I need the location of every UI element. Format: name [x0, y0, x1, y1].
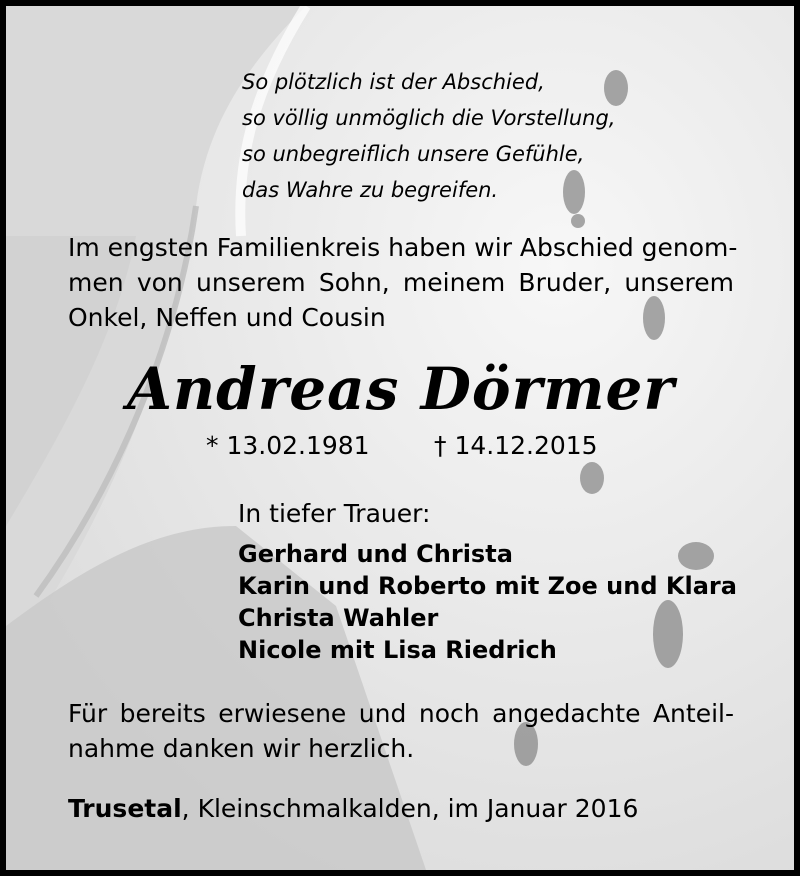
- mourner-name: Karin und Roberto mit Zoe und Klara: [238, 572, 737, 600]
- thanks-paragraph: [68, 696, 734, 766]
- mourner-name: Christa Wahler: [238, 604, 439, 632]
- birth-date: * 13.02.1981: [206, 431, 370, 460]
- mourning-label: In tiefer Trauer:: [238, 499, 431, 528]
- place-town: Trusetal: [68, 794, 182, 823]
- poem-line: So plötzlich ist der Abschied,: [242, 70, 545, 94]
- place-and-date: [68, 792, 638, 826]
- thanks-line: nahme danken wir herzlich.: [68, 734, 415, 763]
- mourner-name: Gerhard und Christa: [238, 540, 513, 568]
- place-rest: , Kleinschmalkalden, im Januar 2016: [181, 794, 639, 823]
- mourners-list: [238, 538, 737, 666]
- deceased-name: Andreas Dörmer: [127, 355, 675, 423]
- poem: [242, 64, 615, 208]
- poem-line: so völlig unmöglich die Vorstellung,: [242, 106, 616, 130]
- intro-line: Onkel, Neffen und Cousin: [68, 303, 386, 332]
- intro-line: Im engsten Familienkreis haben wir Abschied genom-: [68, 233, 738, 262]
- death-date: † 14.12.2015: [434, 431, 598, 460]
- poem-line: so unbegreiflich unsere Gefühle,: [242, 142, 585, 166]
- intro-line: men von unserem Sohn, meinem Bruder, unserem: [68, 268, 734, 297]
- intro-paragraph: [68, 230, 738, 335]
- thanks-line: Für bereits erwiesene und noch angedachte Anteil-: [68, 699, 734, 728]
- mourner-name: Nicole mit Lisa Riedrich: [238, 636, 557, 664]
- poem-line: das Wahre zu begreifen.: [242, 178, 499, 202]
